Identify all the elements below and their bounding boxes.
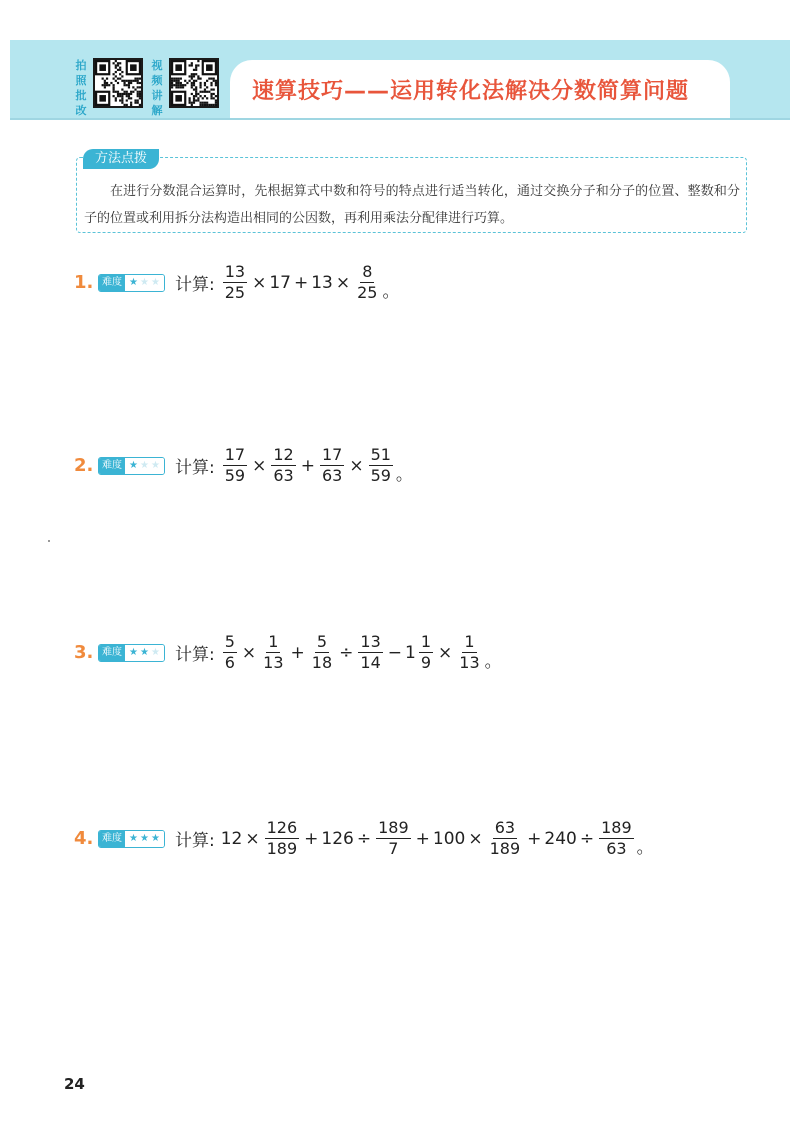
math-expression — [221, 818, 654, 859]
qr-label-video-explanation — [150, 58, 164, 118]
integer: 126 — [321, 828, 354, 849]
problem-2 — [74, 445, 413, 486]
fraction — [223, 445, 247, 486]
problem-4 — [74, 818, 654, 859]
fraction — [488, 818, 523, 859]
difficulty-stars — [125, 645, 164, 661]
qr-group-video-explanation — [150, 58, 219, 117]
fraction-denominator: 59 — [370, 466, 391, 485]
fraction-numerator: 5 — [316, 632, 328, 651]
problem-lead: 计算: — [175, 831, 215, 851]
operator: × — [349, 455, 364, 476]
operator: × — [438, 642, 453, 663]
fraction-numerator: 8 — [362, 262, 373, 281]
operator: × — [335, 272, 351, 293]
fraction-denominator: 25 — [357, 283, 378, 302]
fraction-numerator: 12 — [273, 445, 294, 464]
fraction-numerator: 13 — [360, 632, 381, 651]
math-expression — [221, 445, 413, 486]
qr-group-photo-grading — [74, 58, 143, 117]
star-filled-icon: ★ — [151, 832, 160, 844]
fraction — [265, 818, 300, 859]
qr-label-char: 改 — [75, 104, 87, 117]
integer: 17 — [269, 272, 291, 293]
operator: × — [252, 272, 267, 293]
math-expression — [221, 632, 502, 673]
integer: 13 — [311, 272, 333, 293]
fraction-numerator: 1 — [420, 632, 432, 651]
star-empty-icon: ★ — [151, 646, 160, 658]
problem-lead: 计算: — [175, 645, 215, 665]
tip-tag: 方法点拨 — [83, 149, 159, 169]
operator: + — [415, 828, 430, 849]
fraction — [369, 445, 393, 486]
fraction-denominator: 189 — [266, 839, 298, 858]
fraction — [358, 632, 382, 673]
operator: × — [241, 642, 257, 663]
star-empty-icon: ★ — [151, 276, 160, 288]
fraction — [271, 445, 295, 486]
operator: × — [468, 828, 483, 849]
fraction-numerator: 51 — [370, 445, 391, 464]
page-number: 24 — [64, 1075, 85, 1093]
fraction — [320, 445, 344, 486]
fraction-numerator: 5 — [224, 632, 235, 651]
fraction-denominator: 18 — [311, 653, 333, 672]
integer: 100 — [432, 828, 466, 849]
qr-code-video-explanation[interactable] — [169, 58, 219, 108]
problem-1 — [74, 262, 399, 303]
mixed-number — [405, 632, 435, 673]
fraction-denominator: 59 — [224, 466, 246, 485]
fraction-denominator: 13 — [263, 653, 284, 672]
scan-speck — [48, 540, 50, 542]
fraction — [599, 818, 634, 859]
sentence-end: 。 — [484, 652, 502, 672]
star-filled-icon: ★ — [129, 276, 138, 288]
fraction-denominator: 63 — [321, 466, 343, 485]
problem-number: 3. — [74, 642, 94, 663]
difficulty-stars — [125, 275, 164, 291]
star-empty-icon: ★ — [140, 276, 149, 288]
star-empty-icon: ★ — [140, 459, 149, 471]
difficulty-label: 难度 — [99, 275, 125, 291]
star-filled-icon: ★ — [129, 832, 138, 844]
qr-code-photo-grading[interactable] — [93, 58, 143, 108]
fraction-numerator: 13 — [224, 262, 246, 281]
difficulty-label: 难度 — [99, 458, 125, 474]
qr-label-char: 讲 — [151, 89, 163, 102]
sentence-end: 。 — [395, 465, 413, 485]
fraction-denominator: 14 — [360, 653, 381, 672]
problem-number: 1. — [74, 272, 94, 293]
difficulty-label: 难度 — [99, 645, 125, 661]
tip-text: 在进行分数混合运算时，先根据算式中数和符号的特点进行适当转化，通过交换分子和分子的位置、整数和分子的位置或利用拆分法构造出相同的公因数，再利用乘法分配律进行巧算。 — [84, 184, 740, 226]
fraction — [457, 632, 481, 673]
fraction — [419, 632, 433, 673]
fraction-denominator: 9 — [420, 653, 432, 672]
qr-label-photo-grading — [74, 58, 88, 118]
fraction — [376, 818, 411, 859]
qr-label-char: 照 — [75, 74, 87, 87]
fraction-numerator: 189 — [378, 818, 409, 837]
problem-3 — [74, 632, 502, 673]
problem-lead: 计算: — [175, 458, 215, 478]
problem-lead: 计算: — [175, 275, 215, 295]
operator: ÷ — [356, 828, 372, 849]
star-filled-icon: ★ — [140, 646, 149, 658]
difficulty-badge — [98, 830, 165, 848]
difficulty-badge — [98, 644, 165, 662]
operator: ÷ — [579, 828, 595, 849]
qr-label-char: 频 — [151, 74, 163, 87]
qr-code-icon — [95, 60, 141, 106]
fraction — [223, 262, 247, 303]
operator: + — [293, 272, 309, 293]
sentence-end: 。 — [382, 282, 400, 302]
fraction-numerator: 1 — [268, 632, 279, 651]
fraction-denominator: 7 — [388, 839, 399, 858]
qr-label-char: 解 — [151, 104, 163, 117]
difficulty-badge — [98, 457, 165, 475]
fraction-denominator: 13 — [459, 653, 480, 672]
fraction-numerator: 1 — [464, 632, 475, 651]
math-expression — [221, 262, 400, 303]
qr-code-icon — [171, 60, 217, 106]
fraction-denominator: 189 — [489, 839, 521, 858]
fraction-denominator: 63 — [273, 466, 294, 485]
integer: 240 — [544, 828, 577, 849]
fraction — [355, 262, 379, 303]
fraction-numerator: 17 — [224, 445, 246, 464]
fraction — [310, 632, 334, 673]
problem-number: 2. — [74, 455, 94, 476]
fraction-denominator: 25 — [224, 283, 246, 302]
fraction-numerator: 189 — [601, 818, 632, 837]
qr-label-char: 批 — [75, 89, 87, 102]
qr-label-char: 视 — [151, 59, 163, 72]
operator: + — [527, 828, 542, 849]
problem-number: 4. — [74, 828, 94, 849]
header-divider — [10, 118, 790, 120]
operator: + — [304, 828, 319, 849]
fraction — [223, 632, 237, 673]
mixed-whole: 1 — [405, 642, 416, 663]
star-empty-icon: ★ — [151, 459, 160, 471]
fraction-denominator: 63 — [606, 839, 627, 858]
fraction-numerator: 126 — [266, 818, 298, 837]
star-filled-icon: ★ — [140, 832, 149, 844]
operator: × — [252, 455, 267, 476]
operator: × — [245, 828, 260, 849]
operator: − — [387, 642, 402, 663]
fraction-denominator: 6 — [224, 653, 235, 672]
operator: + — [290, 642, 305, 663]
operator: ÷ — [339, 642, 354, 663]
page-title: 速算技巧——运用转化法解决分数简算问题 — [252, 79, 690, 104]
fraction-numerator: 17 — [321, 445, 343, 464]
sentence-end: 。 — [636, 838, 654, 858]
difficulty-label: 难度 — [99, 831, 125, 847]
difficulty-badge — [98, 274, 165, 292]
difficulty-stars — [125, 458, 164, 474]
star-filled-icon: ★ — [129, 646, 138, 658]
fraction — [261, 632, 285, 673]
star-filled-icon: ★ — [129, 459, 138, 471]
operator: + — [300, 455, 315, 476]
fraction-numerator: 63 — [494, 818, 516, 837]
integer: 12 — [220, 828, 243, 849]
qr-label-char: 拍 — [75, 59, 87, 72]
difficulty-stars — [125, 831, 164, 847]
